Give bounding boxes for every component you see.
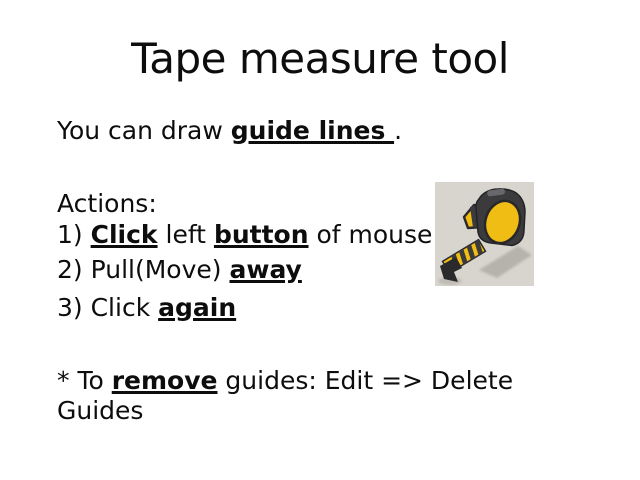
plain-text: * To [57,366,112,395]
action-step-2 [57,255,302,284]
plain-text: . [394,116,403,145]
emphasized-text: Click [90,220,158,249]
plain-text: guides: Edit => Delete [217,366,514,395]
tape-measure-illustration [435,182,534,286]
emphasized-text: button [213,220,309,249]
plain-text: You can draw [57,116,231,145]
plain-text: left [157,220,214,249]
action-step-1 [57,220,432,249]
plain-text: Actions: [57,189,157,218]
tape-measure-icon [435,182,534,286]
intro-line [57,116,402,145]
emphasized-text: guide lines [230,116,395,145]
slide-title: Tape measure tool [131,34,509,83]
plain-text: 1) [57,220,91,249]
emphasized-text: again [158,293,237,322]
plain-text: Guides [57,396,144,425]
footnote-line-2 [57,396,143,425]
action-step-3 [57,293,236,322]
plain-text: 3) Click [57,293,159,322]
footnote-line-1 [57,366,513,395]
plain-text: 2) Pull(Move) [57,255,230,284]
actions-heading [57,189,157,218]
plain-text: of mouse [308,220,433,249]
emphasized-text: remove [111,366,218,395]
emphasized-text: away [229,255,302,284]
